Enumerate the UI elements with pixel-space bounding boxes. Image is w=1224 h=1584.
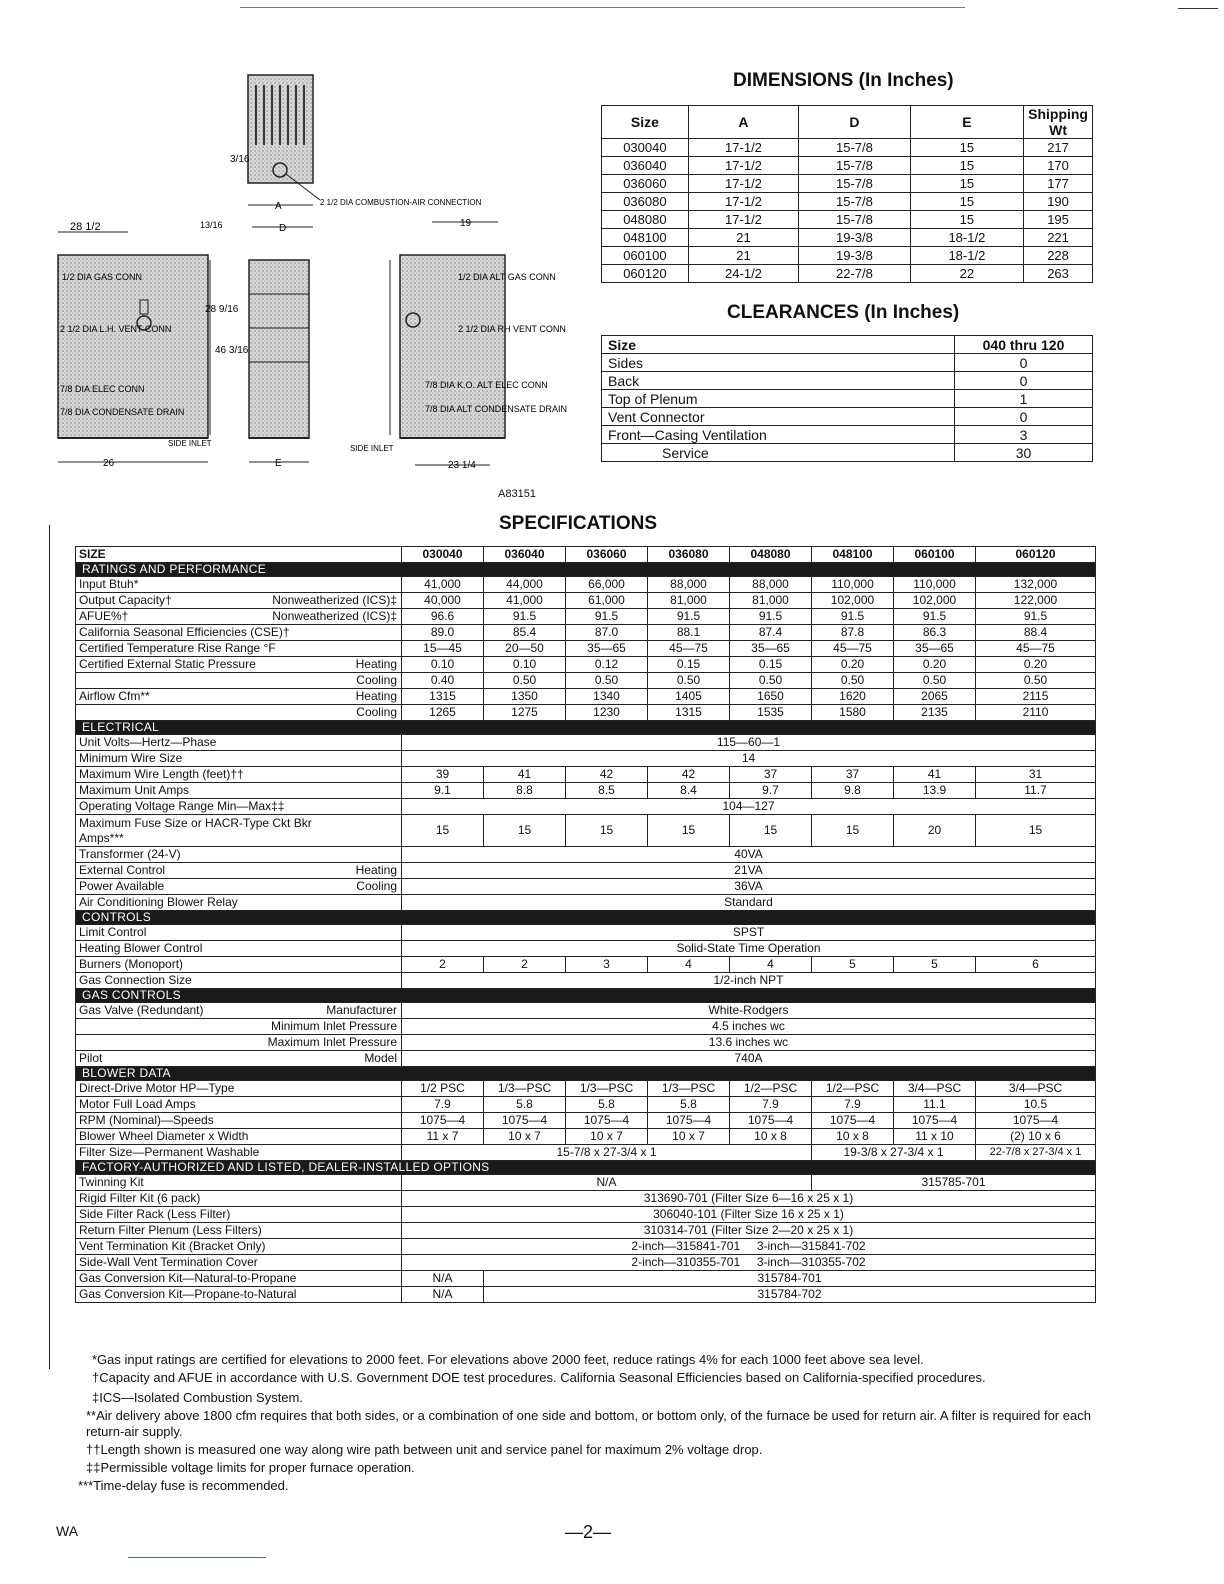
furnace-diagram bbox=[30, 70, 575, 510]
table-row: Maximum Unit Amps 9.1 8.8 8.5 8.4 9.7 9.8 13.9 11.7 bbox=[76, 783, 1096, 799]
table-row: Vent Termination Kit (Bracket Only) 2-inch—315841-701 3-inch—315841-702 bbox=[76, 1239, 1096, 1255]
table-row: Maximum Wire Length (feet)†† 39 41 42 42 37 37 41 31 bbox=[76, 767, 1096, 783]
dim-col-wt: Shipping Wt bbox=[1024, 106, 1093, 139]
section-band-ratings: RATINGS AND PERFORMANCE bbox=[76, 563, 1096, 577]
table-row: Maximum Fuse Size or HACR-Type Ckt Bkr Amps*** 15 15 15 15 15 15 20 15 bbox=[76, 815, 1096, 847]
table-row: Sides 0 bbox=[602, 354, 1093, 372]
margin-rule bbox=[49, 525, 50, 1369]
clr-header-size: Size bbox=[602, 336, 955, 354]
alt-cond-label: 7/8 DIA ALT CONDENSATE DRAIN bbox=[425, 404, 568, 414]
table-row: Pilot Model 740A bbox=[76, 1051, 1096, 1067]
dim-28-9: 28 9/16 bbox=[205, 304, 239, 315]
clearances-title: CLEARANCES (In Inches) bbox=[727, 302, 960, 323]
table-row: Maximum Inlet Pressure 13.6 inches wc bbox=[76, 1035, 1096, 1051]
table-row: Transformer (24-V) 40VA bbox=[76, 847, 1096, 863]
gas-conn-label: 1/2 DIA GAS CONN bbox=[62, 272, 143, 282]
table-row: California Seasonal Efficiencies (CSE)† 89.0 85.4 87.0 88.1 87.4 87.8 86.3 88.4 bbox=[76, 625, 1096, 641]
table-row: Cooling 1265 1275 1230 1315 1535 1580 2135 2110 bbox=[76, 705, 1096, 721]
dim-19: 19 bbox=[460, 218, 472, 229]
side-inlet-left: SIDE INLET bbox=[168, 439, 212, 448]
footnote: ‡ICS—Isolated Combustion System. bbox=[92, 1390, 303, 1405]
table-row: Side Filter Rack (Less Filter) 306040-101 (Filter Size 16 x 25 x 1) bbox=[76, 1207, 1096, 1223]
footnote: ‡‡Permissible voltage limits for proper furnace operation. bbox=[86, 1460, 415, 1475]
condensate-label: 7/8 DIA CONDENSATE DRAIN bbox=[60, 407, 185, 417]
table-row: 060100 21 19-3/8 18-1/2 228 bbox=[602, 247, 1093, 265]
table-row: Power Available Cooling 36VA bbox=[76, 879, 1096, 895]
table-row: Heating Blower Control Solid-State Time Operation bbox=[76, 941, 1096, 957]
footer-rule bbox=[128, 1557, 266, 1558]
dim-d: D bbox=[279, 223, 287, 234]
table-row: Certified Temperature Rise Range °F 15—45 20—50 35—65 45—75 35—65 45—75 35—65 45—75 bbox=[76, 641, 1096, 657]
table-row: Burners (Monoport) 2 2 3 4 4 5 5 6 bbox=[76, 957, 1096, 973]
table-row: Operating Voltage Range Min—Max‡‡ 104—127 bbox=[76, 799, 1096, 815]
table-row: Top of Plenum 1 bbox=[602, 390, 1093, 408]
vent-lh-label: 2 1/2 DIA L.H. VENT CONN bbox=[60, 324, 172, 334]
table-row: 048100 21 19-3/8 18-1/2 221 bbox=[602, 229, 1093, 247]
figure-id: A83151 bbox=[498, 488, 536, 500]
table-row: 030040 17-1/2 15-7/8 15 217 bbox=[602, 139, 1093, 157]
dim-23: 23 1/4 bbox=[448, 460, 476, 471]
ratings-body bbox=[76, 563, 1096, 721]
footer-code: WA bbox=[56, 1523, 79, 1539]
dim-28-5: 28 1/2 bbox=[70, 221, 101, 233]
dim-col-e: E bbox=[910, 106, 1023, 139]
table-row: Gas Valve (Redundant) Manufacturer White-Rodgers bbox=[76, 1003, 1096, 1019]
section-band-controls: CONTROLS bbox=[76, 911, 1096, 925]
table-row: Air Conditioning Blower Relay Standard bbox=[76, 895, 1096, 911]
table-row: Side-Wall Vent Termination Cover 2-inch—310355-701 3-inch—310355-702 bbox=[76, 1255, 1096, 1271]
table-row: External Control Heating 21VA bbox=[76, 863, 1096, 879]
footnotes bbox=[78, 1352, 1103, 1494]
table-row: Front—Casing Ventilation 3 bbox=[602, 426, 1093, 444]
corner-rule bbox=[1178, 8, 1218, 9]
page-number: —2— bbox=[565, 1522, 612, 1542]
section-band-options: FACTORY-AUTHORIZED AND LISTED, DEALER-INSTALLED OPTIONS bbox=[76, 1161, 1096, 1175]
dimensions-body bbox=[602, 139, 1093, 283]
clr-header-range: 040 thru 120 bbox=[955, 336, 1093, 354]
table-row: Rigid Filter Kit (6 pack) 313690-701 (Filter Size 6—16 x 25 x 1) bbox=[76, 1191, 1096, 1207]
footnote: ††Length shown is measured one way along wire path between unit and service panel for maximum 2% voltage drop. bbox=[86, 1442, 763, 1457]
dimensions-title: DIMENSIONS (In Inches) bbox=[733, 70, 954, 91]
table-row: 036080 17-1/2 15-7/8 15 190 bbox=[602, 193, 1093, 211]
furnace-diagram-svg bbox=[30, 70, 575, 510]
footnote: ***Time-delay fuse is recommended. bbox=[78, 1478, 289, 1493]
vent-rh-label: 2 1/2 DIA RH VENT CONN bbox=[458, 324, 566, 334]
clearances-table bbox=[601, 335, 1093, 462]
table-row: Unit Volts—Hertz—Phase 115—60—1 bbox=[76, 735, 1096, 751]
table-row: Airflow Cfm** Heating 1315 1350 1340 1405 1650 1620 2065 2115 bbox=[76, 689, 1096, 705]
table-row: 036060 17-1/2 15-7/8 15 177 bbox=[602, 175, 1093, 193]
table-row: Minimum Wire Size 14 bbox=[76, 751, 1096, 767]
table-row: RPM (Nominal)—Speeds 1075—4 1075—4 1075—4 1075—4 1075—4 1075—4 1075—4 1075—4 bbox=[76, 1113, 1096, 1129]
dim-e: E bbox=[275, 458, 282, 469]
section-band-blower: BLOWER DATA bbox=[76, 1067, 1096, 1081]
table-row: Limit Control SPST bbox=[76, 925, 1096, 941]
alt-gas-label: 1/2 DIA ALT GAS CONN bbox=[458, 272, 556, 282]
table-row: AFUE%† Nonweatherized (ICS)‡ 96.6 91.5 91.5 91.5 91.5 91.5 91.5 91.5 bbox=[76, 609, 1096, 625]
table-row: Certified External Static Pressure Heating 0.10 0.10 0.12 0.15 0.15 0.20 0.20 0.20 bbox=[76, 657, 1096, 673]
table-row: 060120 24-1/2 22-7/8 22 263 bbox=[602, 265, 1093, 283]
dim-46: 46 3/16 bbox=[215, 345, 249, 356]
dim-a: A bbox=[275, 201, 282, 212]
table-row: Input Btuh* 41,000 44,000 66,000 88,000 88,000 110,000 110,000 132,000 bbox=[76, 577, 1096, 593]
table-row: Output Capacity† Nonweatherized (ICS)‡ 40,000 41,000 61,000 81,000 81,000 102,000 102,000 122,000 bbox=[76, 593, 1096, 609]
table-row: Gas Connection Size 1/2-inch NPT bbox=[76, 973, 1096, 989]
table-row: 036040 17-1/2 15-7/8 15 170 bbox=[602, 157, 1093, 175]
side-inlet-right: SIDE INLET bbox=[350, 444, 394, 453]
size-label: SIZE bbox=[76, 547, 402, 563]
table-row: Motor Full Load Amps 7.9 5.8 5.8 5.8 7.9 7.9 11.1 10.5 bbox=[76, 1097, 1096, 1113]
ko-elec-label: 7/8 DIA K.O. ALT ELEC CONN bbox=[425, 380, 548, 390]
dimensions-header-row bbox=[602, 106, 1093, 139]
table-row: Return Filter Plenum (Less Filters) 310314-701 (Filter Size 2—20 x 25 x 1) bbox=[76, 1223, 1096, 1239]
table-row: Minimum Inlet Pressure 4.5 inches wc bbox=[76, 1019, 1096, 1035]
dim-col-size: Size bbox=[602, 106, 689, 139]
specifications-table bbox=[75, 546, 1096, 1303]
table-row: Gas Conversion Kit—Natural-to-Propane N/A 315784-701 bbox=[76, 1271, 1096, 1287]
dim-col-d: D bbox=[799, 106, 910, 139]
dimensions-table bbox=[601, 105, 1093, 283]
specifications-title: SPECIFICATIONS bbox=[499, 513, 657, 534]
front-view bbox=[249, 260, 309, 438]
table-row: Vent Connector 0 bbox=[602, 408, 1093, 426]
table-row: Cooling 0.40 0.50 0.50 0.50 0.50 0.50 0.50 0.50 bbox=[76, 673, 1096, 689]
dim-26: 26 bbox=[103, 458, 115, 469]
table-row: Twinning Kit N/A 315785-701 bbox=[76, 1175, 1096, 1191]
spec-header-row: SIZE 030040 036040 036060 036080 048080 048100 060100 060120 bbox=[76, 547, 1096, 563]
table-row: Filter Size—Permanent Washable 15-7/8 x 27-3/4 x 1 19-3/8 x 27-3/4 x 1 22-7/8 x 27-3/4 x 1 bbox=[76, 1145, 1096, 1161]
table-row: 048080 17-1/2 15-7/8 15 195 bbox=[602, 211, 1093, 229]
combustion-label: 2 1/2 DIA COMBUSTION-AIR CONNECTION bbox=[320, 198, 482, 207]
top-rule bbox=[240, 7, 965, 8]
table-row: Direct-Drive Motor HP—Type 1/2 PSC 1/3—PSC 1/3—PSC 1/3—PSC 1/2—PSC 1/2—PSC 3/4—PSC 3/4—PSC bbox=[76, 1081, 1096, 1097]
footnote: †Capacity and AFUE in accordance with U.S. Government DOE test procedures. California Seasonal Efficiencies based on California-specified procedures. bbox=[92, 1370, 986, 1385]
table-row: Back 0 bbox=[602, 372, 1093, 390]
dim-3-16: 3/16 bbox=[230, 154, 250, 165]
clearances-header-row bbox=[602, 336, 1093, 354]
table-row: Blower Wheel Diameter x Width 11 x 7 10 x 7 10 x 7 10 x 7 10 x 8 10 x 8 11 x 10 (2) 10 x 6 bbox=[76, 1129, 1096, 1145]
section-band-gas-controls: GAS CONTROLS bbox=[76, 989, 1096, 1003]
top-view bbox=[248, 75, 313, 183]
table-row: Service 30 bbox=[602, 444, 1093, 462]
footnote: *Gas input ratings are certified for elevations to 2000 feet. For elevations above 2000 feet, reduce ratings 4% for each 1000 feet above sea level. bbox=[92, 1352, 924, 1367]
dim-col-a: A bbox=[688, 106, 798, 139]
section-band-electrical: ELECTRICAL bbox=[76, 721, 1096, 735]
dim-13-16-left: 13/16 bbox=[200, 220, 223, 230]
table-row: Gas Conversion Kit—Propane-to-Natural N/A 315784-702 bbox=[76, 1287, 1096, 1303]
elec-conn-label: 7/8 DIA ELEC CONN bbox=[60, 384, 145, 394]
footnote: **Air delivery above 1800 cfm requires that both sides, or a combination of one side and bottom, or bottom only, of the furnace be used for return air. A filter is required for each return-air supply. bbox=[86, 1408, 1091, 1439]
